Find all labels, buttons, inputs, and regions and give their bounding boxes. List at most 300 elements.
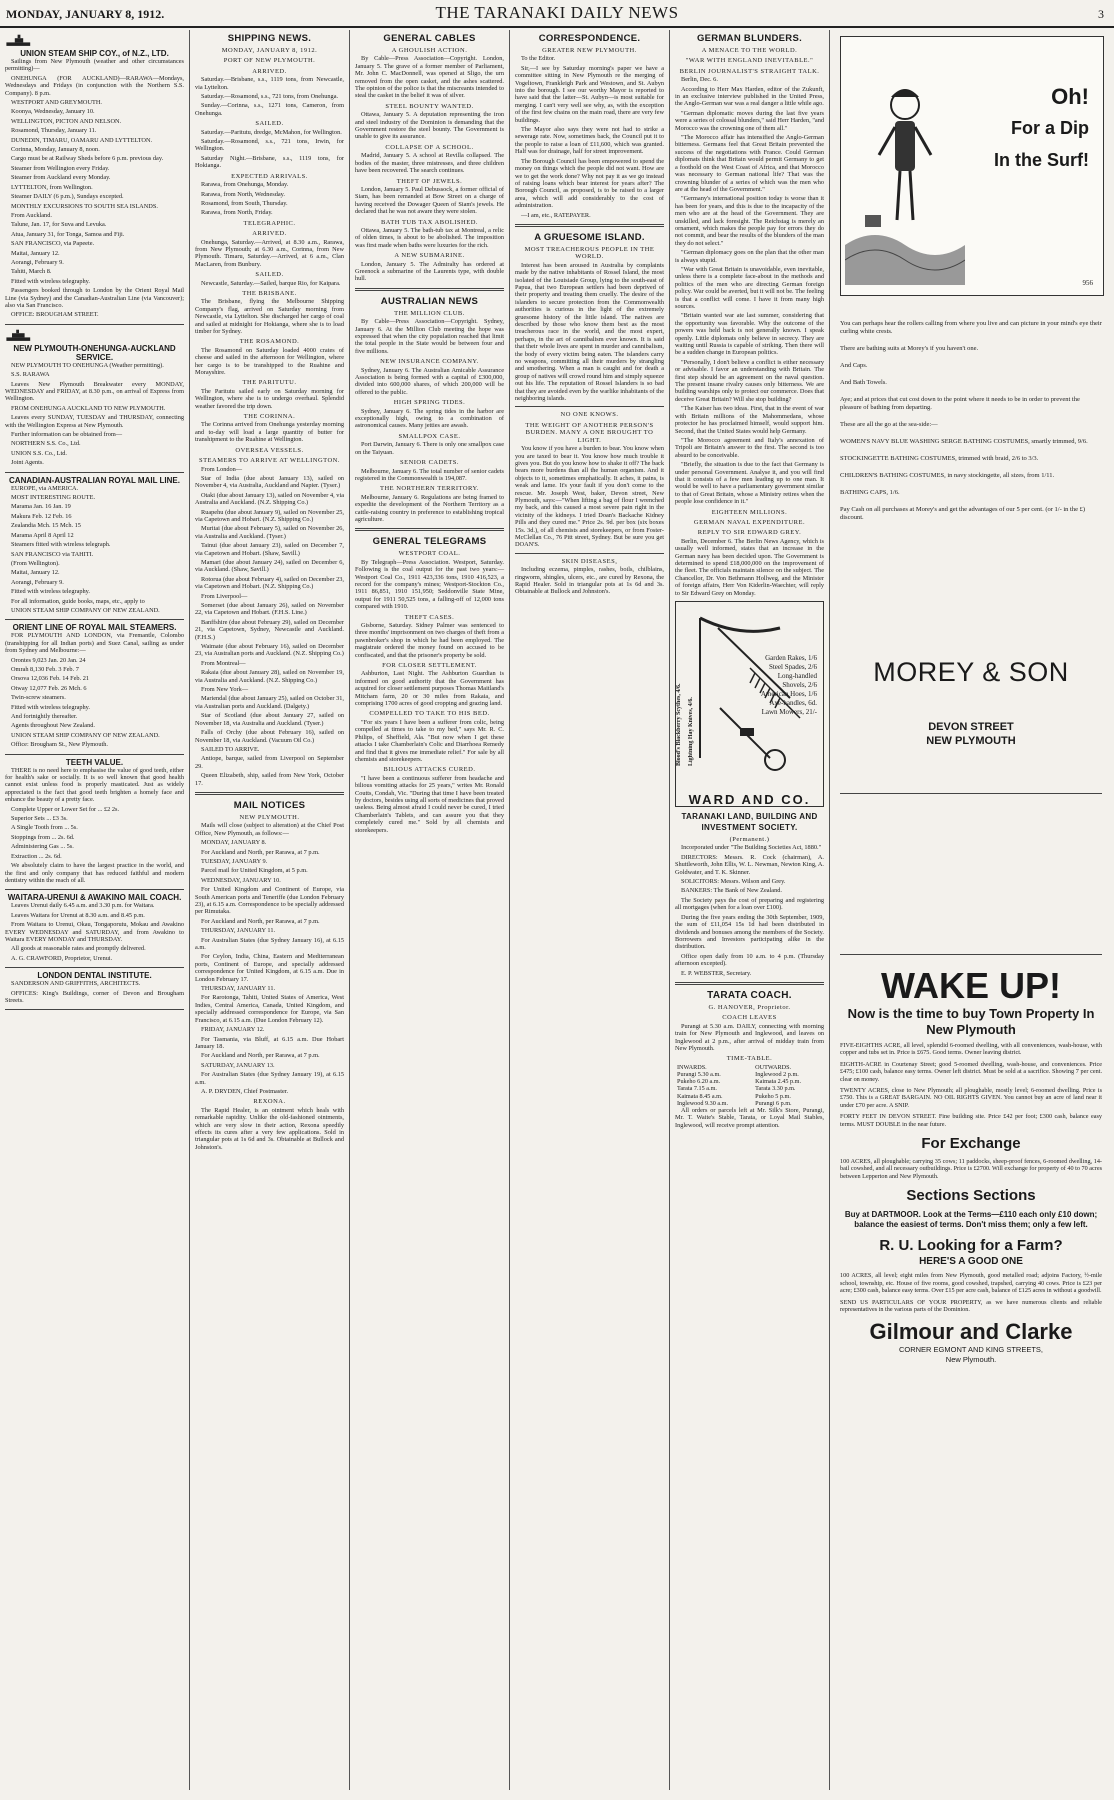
oversea-list [195,466,344,787]
german-sub2: "WAR WITH ENGLAND INEVITABLE." [685,57,814,65]
timetable-row [675,1071,824,1078]
taranaki-paragraph: BANKERS: The Bank of New Zealand. [681,887,782,895]
shipping-heading: SHIPPING NEWS. [227,33,312,44]
australian-item-text: By Cable—Press Association—Copyright. Sydney, January 6. At the Million Club meeting the hope was expressed that when the city population reached that limit the total people in the State would be between four and five millions. [355,318,504,355]
expected-heading: EXPECTED ARRIVALS. [231,172,308,180]
union-line: MONTHLY EXCURSIONS TO SOUTH SEA ISLANDS. [11,202,158,210]
np-line: FROM ONEHUNGA AUCKLAND TO NEW PLYMOUTH. [11,404,166,412]
telegram-item-text: By Telegraph—Press Association. Westport, Saturday. Following is the coal output for the past two years:—Westport Coal Co., 1911 423,336 tons, 1910 416,523, a record for the company's mines; Westport-Stockton Co., 1911 86,851, 1910 151,950; Seddonville State Mine, output for 1911 50,525 tons, a falling-off of 12,000 tons compared with 1910. [355,558,504,611]
union-line: SAN FRANCISCO, via Papeete. [11,240,95,248]
oversea-item: From London— [201,465,243,473]
canadian-line: Marama Jan. 16 Jan. 19 [11,503,71,511]
sailed-item: Saturday.—Paritutu, dredge, McMahon, for Wellington. [201,128,342,136]
orient-line: UNION STEAM SHIP COMPANY OF NEW ZEALAND. [11,731,160,739]
gruesome-island-heading: A GRUESOME ISLAND. [534,231,645,243]
tarata-coach-heading: TARATA COACH. [707,989,792,1001]
np-line: Leaves New Plymouth Breakwater every MONDAY, WEDNESDAY and FRIDAY, at 8.30 p.m., on arrival of Express from Wellington. [5,380,184,403]
cable-item-heading: A GHOULISH ACTION. [391,47,468,54]
letter-paragraph: The Borough Council has been empowered to spend the money on things which the people did not want. How are we to get the work done? Why not pay it as we go instead of raising loans which bear interest for years after? The Borough Council, as proposed, is to be raised to a larger area, which will add considerably to the cost of administration. [515,157,664,210]
surf-heading [994,83,1089,175]
expected-item: Rosamond, from South, Thursday. [201,199,288,207]
column-correspondence [510,30,670,1790]
orient-line: Omrah 8,130 Feb. 3 Feb. 7 [11,665,79,673]
teeth-ad [5,755,184,891]
german-paragraph: According to Herr Max Harden, editor of the Zukunft, in an exclusive interview published in the United Press, the Anglo-German war was a real danger a little while ago. [675,85,824,108]
australian-item-heading: SMALLPOX CASE. [398,432,461,440]
oversea-subheading: STEAMERS TO ARRIVE AT WELLINGTON. [198,457,341,465]
expected-item: Rarawa, from North, Wednesday. [201,190,285,198]
ward-price-item: American Hoes, 1/6 [760,690,817,699]
morey-text [840,320,1102,522]
timetable-col-outwards: OUTWARDS. [755,1063,792,1071]
oversea-item: Mamari (due about January 24), sailed on December 6, via Auckland. (Shaw, Savill.) [195,558,344,574]
morey-paragraph: These are all the go at the sea-side:— [840,421,938,428]
oversea-item: Rotorua (due about February 4), sailed on December 23, via Capetown and Hobart. (N.Z. Shipping Co.) [195,575,344,591]
letter-paragraph: To the Editor. [521,55,556,63]
expected-item: Rarawa, from North, Friday. [201,209,273,217]
australian-item-heading: THE MILLION CLUB. [394,309,465,317]
taranaki-paragraph: E. P. WEBSTER, Secretary. [681,969,752,977]
oversea-item: Antiope, barque, sailed from Liverpool on September 29. [195,755,344,770]
cable-item-heading: STEEL BOUNTY WANTED. [385,102,474,110]
np-title: NEW PLYMOUTH-ONEHUNGA-AUCKLAND SERVICE. [13,343,176,362]
australian-item-text: Sydney, January 6. The Australian Amicable Assurance Association is being formed with a capital of £300,000, divided into 600,000 shares, of which 200,000 will be offered to the public. [355,366,504,396]
german-sub3: BERLIN JOURNALIST'S STRAIGHT TALK. [679,67,820,75]
ward-price-list [761,654,817,717]
waitara-lines [5,902,184,962]
oversea-item: Ruapehu (due about January 9), sailed on November 25, via Capetown and Hobart. (N.Z. Shipping Co.) [195,508,344,523]
timetable-heading: TIME-TABLE. [726,1055,773,1063]
oversea-item: Falls of Orchy (due about February 16), sailed on November 18, via Auckland. (Vacuum Oil Co.) [195,729,344,744]
oversea-item: Tainui (due about January 23), sailed on December 7, via Capetown and Hobart. (Shaw, Savill.) [195,542,344,557]
ward-price-item: Shovels, 2/6 [782,681,817,690]
oversea-item: From Montreal— [201,659,246,667]
timetable-cell: Pukeho 6.20 a.m. [677,1078,721,1086]
brisbane-heading: THE BRISBANE. [242,289,297,297]
sections-heading: Sections Sections [906,1187,1036,1205]
waitara-title: WAITARA-URENUI & AWAKINO MAIL COACH. [7,893,182,903]
wake-up-listing: TWENTY ACRES, close to New Plymouth; all ploughable, mostly level; 6-roomed dwelling. Price is £750. This is a GREAT BARGAIN. NO OIL RIGHTS GIVEN. You cannot buy an acre of land near it under £70 per acre. A SNIP. [840,1087,1102,1109]
telegram-item-heading: BILIOUS ATTACKS CURED. [383,766,476,774]
tel-arrived-heading: ARRIVED. [252,230,287,238]
wake-up-subheading: Now is the time to buy Town Property In New Plymouth [847,1006,1095,1037]
mail-item: For Tasmania, via Bluff, at 6.15 a.m. Due Hobart January 18. [195,1035,344,1050]
cable-item-heading: COLLAPSE OF A SCHOOL. [385,143,474,151]
arrived-item: Sunday.—Corinna, s.s., 1271 tons, Cameron, from Onehunga. [195,102,344,117]
german-paragraph: "Germany's international position today is worse than it has been for years, and this is due to the incapacity of the men who are at the head of the Government. They are unskilled, and lack foresight. The Reichstag is merely an ornament, which makes the people pay for errors they do not commit, and bear the results of the blunders of the man they do not select." [675,195,824,247]
waitara-line: A. G. CRAWFORD, Proprietor, Urenui. [11,954,113,962]
coach-text: Purangi at 5.30 a.m. DAILY, connecting with morning train for New Plymouth and Inglewood, and leaves on Inglewood at 2 p.m., after arrival of midday train from New Plymouth. [675,1022,824,1052]
surf-heading-line1: Oh! [1051,84,1089,109]
waitara-coach-ad [5,890,184,968]
surf-heading-line2: For a Dip [1010,118,1089,138]
orient-line: FOR PLYMOUTH AND LONDON, via Fremantle, Colombo (transhipping for all Indian ports) and Suez Canal, sailing as under from Sydney and Melbourne:— [5,632,184,655]
mail-item: WEDNESDAY, JANUARY 10. [201,876,281,884]
mail-heading: MAIL NOTICES [233,799,306,811]
timetable-cell: Pukeho 5 p.m. [755,1092,791,1100]
np-lines [5,362,184,467]
tel-sailed-text: Newcastle, Saturday.—Sailed, barque Rio, for Kaipara. [201,279,341,287]
ward-price-item: Garden Rakes, 1/6 [765,654,817,663]
teeth-line: A Single Tooth from ... 5s. [11,824,78,832]
german-paragraph: "Personally, I don't believe a conflict is either necessary or advisable. I favor an understanding with Britain. The first step should be an agreement on the naval question. The present insane rivalry causes only bitterness. We are building warships only to protect our commerce. Does that deceive Great Britain? Will she stop building? [675,358,824,403]
np-line: NORTHERN S.S. Co., Ltd. [11,440,81,448]
eighteen-millions-heading: EIGHTEEN MILLIONS. [711,508,788,516]
cable-item-text: London, January 5. The Admiralty has ordered at Greenock a submarine of the Laurents type, with double hull. [355,260,504,283]
ward-and-co-name: WARD AND CO. [688,791,811,807]
cable-item-text: Ottawa, January 5. A deputation representing the iron and steel industry of the Dominion is demanding that the Government restore the steel bounty. The Government is unable to give its assurance. [355,111,504,141]
taranaki-paragraph: DIRECTORS: Messrs. R. Cock (chairman), A. Shuttleworth, John Ellis, W. L. Newman, Newton King, A. Goldwater, and T. K. Skinner. [675,853,824,876]
morey-paragraph: You can perhaps hear the rollers calling from where you live and can picture in your mind's eye their curling white crests. [840,320,1102,335]
telegram-item-text: Gisborne, Saturday. Sidney Palmer was sentenced to three months' imprisonment on two charges of theft from a pawnbroker's shop in which he had been employed. The magistrate ordered the money found on accused to be confiscated, and that the prisoner's property be sold. [355,622,504,659]
orient-line: Fitted with wireless telegraphy. [11,703,90,711]
orient-line: Orontes 9,023 Jan. 20 Jan. 24 [11,656,86,664]
waitara-line: All goods at reasonable rates and promptly delivered. [11,945,146,953]
german-paragraph: "The Kaiser has two ideas. First, that in the event of war with Britain millions of the Mahommedans, whose protector he has proclaimed himself, would support him. Second, that the United States would help Germany. [675,405,824,435]
telegram-item-heading: THEFT CASES. [404,613,455,621]
morey-address [840,720,1102,748]
london-lines [5,980,184,1004]
tel-arrived-text: Onehunga, Saturday.—Arrived, at 8.30 a.m., Rarawa, from New Plymouth; at 6.30 a.m., Corinna, from New Plymouth. Timaru, Saturday.—Arrived, at 6 a.m., Clan MacLaren, from Bunbury. [195,238,344,268]
mail-item: THURSDAY, JANUARY 11. [201,927,276,935]
oversea-item: Star of India (due about January 13), sailed on November 4, via Australia, Auckland and Napier. (Tyser.) [195,474,344,490]
morey-paragraph: CHILDREN'S BATHING COSTUMES, in navy stockingette, all sizes, from 1/11. [840,472,1055,479]
telegram-item-text: "For six years I have been a sufferer from colic, being compelled at times to take to my bed," says Mr. R. C. Philips, of Sheffield, Ala. "But now when I get these attacks I take Chamberlain's Colic and Diarrhoea Remedy and find that it gives me immediate relief." For sale by all chemists and storekeepers. [355,718,504,763]
canadian-line: For all information, guide books, maps, etc., apply to [11,597,145,605]
mail-item: THURSDAY, JANUARY 11. [201,985,276,993]
eighteen-millions-sub: GERMAN NAVAL EXPENDITURE. [693,518,806,526]
canadian-line: UNION STEAM SHIP COMPANY OF NEW ZEALAND. [11,606,160,614]
mail-item: For Rarotonga, Tahiti, United States of America, West Indies, Central America, Canada, United Kingdom, and specially addressed correspondence for Europe, via San Francisco, at 6.15 a.m. (Due London February 12). [195,994,344,1024]
german-paragraph: "The Morocco affair has intensified the Anglo-German bitterness. Germans feel that Great Britain prevented the success of the negotiations with France. Could German diplomats think that Britain would permit Germany to get a foothold on the West Coast of Africa, and that Morocco was necessary to German national life? That was the crowning blunder of a series of which was the men who are at the head of the Government." [675,134,824,193]
correspondence-heading: CORRESPONDENCE. [538,33,641,44]
timetable-cell: Tarata 7.15 a.m. [677,1085,717,1093]
union-line: Corinna, Monday, January 8, noon. [11,146,100,154]
blank-ad-space [840,793,1102,955]
union-line: WELLINGTON, PICTON AND NELSON. [11,117,122,125]
union-line: OFFICE: BROUGHAM STREET. [11,311,99,319]
morey-ad [840,320,1102,780]
taranaki-society-heading: TARANAKI LAND, BUILDING AND INVESTMENT SOCIETY. [681,812,818,833]
ward-price-item: Axe-handles, 6d. [769,699,817,708]
german-paragraph: "German diplomatic moves during the last five years were a series of colossal blunders," said Herr Harden, "and Morocco was the crowning one of them all." [675,109,824,132]
cable-item-heading: BATH TUB TAX ABOLISHED. [380,218,479,226]
london-title: LONDON DENTAL INSTITUTE. [37,971,152,981]
mail-item: For Australian States (due Sydney January 16), at 6.15 a.m. [195,936,344,952]
waitara-line: Leaves Urenui daily 6.45 a.m. and 3.30 p.m. for Waitara. [11,902,155,910]
timetable-cell: Inglewood 9.30 a.m. [677,1099,729,1107]
gruesome-subheading: MOST TREACHEROUS PEOPLE IN THE WORLD. [524,245,655,261]
no-one-knows-heading: NO ONE KNOWS. [560,411,619,419]
wake-up-heading: WAKE UP! [881,965,1061,1006]
union-line: DUNEDIN, TIMARU, OAMARU AND LYTTELTON. [11,136,153,144]
morey-address-line1: DEVON STREET [928,721,1014,733]
australian-news-heading: AUSTRALIAN NEWS [380,295,479,307]
ward-price-item: Long-handled [777,672,817,681]
german-body [675,76,824,505]
mail-item: A. P. DRYDEN, Chief Postmaster. [201,1087,289,1095]
taranaki-paragraph: Incorporated under "The Building Societies Act, 1880." [681,844,822,852]
column-cables [350,30,510,1790]
tarata-coach-proprietor: G. HANOVER, Proprietor. [708,1003,791,1011]
orient-line: Orsova 12,036 Feb. 14 Feb. 21 [11,675,90,683]
taranaki-society-sub: (Permanent.) [729,836,770,844]
no-one-knows-subheading: THE WEIGHT OF ANOTHER PERSON'S BURDEN. MANY A ONE BROUGHT TO LIGHT. [525,421,654,444]
oversea-item: Waimate (due about February 16), sailed on December 23, via Australian ports and Auckland. (N.Z. Shipping Co.) [195,643,344,658]
teeth-line: Administering Gas ... 5s. [11,843,74,851]
telegram-item-heading: WESTPORT COAL. [398,550,461,558]
arrived-heading: ARRIVED. [252,67,287,75]
german-paragraph: Berlin, Dec. 6. [681,76,718,84]
teeth-line: THERE is no need here to emphasise the value of good teeth, either for health's sake or socially. It is so well known that good health cannot exist unless food is properly masticated. Just as widely appreciated is the fact that good teeth brighten a homely face and enhance the beauty of a pretty face. [5,766,184,804]
orient-line: Agents throughout New Zealand. [11,722,95,730]
canadian-title: CANADIAN-AUSTRALIAN ROYAL MAIL LINE. [9,475,180,485]
teeth-line: We absolutely claim to have the largest practice in the world, and the first and only company that has reduced faithful and modern dentistry within the reach of all. [5,862,184,884]
bather-illustration [845,45,965,285]
oversea-item: Mariendal (due about January 25), sailed on October 31, via Australian ports and Auckland. (Dalgety.) [195,695,344,710]
sailed-list [195,129,344,170]
ward-price-item: Steel Spades, 2/6 [768,663,817,672]
teeth-line: Stoppings from ... 2s. 6d. [11,833,75,841]
np-line: Further information can be obtained from— [11,431,123,439]
morey-paragraph: Pay Cash on all purchases at Morey's and get the advantages of our 5 per cent. (or 1/- in the £) discount. [840,506,1086,521]
morey-paragraph: WOMEN'S NAVY BLUE WASHING SERGE BATHING COSTUMES, smartly trimmed, 9/6. [840,438,1088,445]
timetable-row [675,1078,824,1085]
waitara-line: From Waitara to Urenui, Okau, Tongaporutu, Mokau and Awakino EVERY WEDNESDAY and SATURDAY, and from Awakino to Waitara EVERY MONDAY and THURSDAY. [5,921,184,943]
steamship-icon [5,33,33,49]
teeth-line: Superior Sets ... £3 3s. [11,815,68,823]
timetable-cell: Purangi 6 p.m. [755,1099,792,1107]
union-line: Steamer DAILY (6 p.m.), Sundays excepted. [11,193,124,201]
np-onehunga-ad [5,325,184,473]
exchange-heading: For Exchange [921,1135,1021,1153]
wake-up-listing: FORTY FEET IN DEVON STREET. Fine building site. Price £42 per foot; £300 cash, balance easy terms. MUST DOUBLE in the near future. [840,1113,1102,1128]
masthead [0,0,1114,28]
letter-body [515,55,664,219]
telegraphic-heading: TELEGRAPHIC. [243,219,296,227]
orient-line: Office: Brougham St., New Plymouth. [11,741,108,749]
union-line: Koonya, Wednesday, January 10. [11,108,95,116]
timetable-cell: Inglewood 2 p.m. [755,1070,799,1078]
surf-ad [840,36,1104,296]
mail-item: SATURDAY, JANUARY 13. [201,1061,275,1069]
arrived-item: Saturday.—Brisbane, s.s., 1119 tons, from Newcastle, via Lyttelton. [195,76,344,91]
union-line: WESTPORT AND GREYMOUTH. [11,99,102,107]
canadian-line: Steamers fitted with wireless telegraph. [11,541,111,549]
union-line: Maitai, January 12. [11,249,60,257]
morey-address-line2: NEW PLYMOUTH [926,735,1016,747]
morey-name: MOREY & SON [873,657,1069,687]
waitara-line: Leaves Waitara for Urenui at 8.30 a.m. and 8.45 p.m. [11,911,145,919]
skin-diseases-heading: SKIN DISEASES, [561,557,618,565]
mail-item: For Australian States (due Sydney January 19), at 6.15 a.m. [195,1071,344,1086]
masthead-date: MONDAY, JANUARY 8, 1912. [6,7,165,21]
teeth-lines [5,767,184,885]
farm-heading: R. U. Looking for a Farm? [879,1237,1063,1255]
union-steamship-ad [5,30,184,325]
orient-line-ad [5,620,184,754]
australian-item-heading: NEW INSURANCE COMPANY. [380,358,479,366]
taranaki-society-body [675,844,824,977]
timetable-row [675,1085,824,1092]
np-line: S.S. RARAWA [11,371,50,379]
farm-text: 100 ACRES, all level; eight miles from New Plymouth, good metalled road; adjoins Factory, ½-mile school, township, etc. House of five rooms, good cowshed, trapshed, carrying 40 cows. Price is £23 per acre; £300 cash, balance easy terms. Over £15 per acre cash, balance of £125 acres in without a goodwill. [840,1272,1102,1295]
mail-item: For Auckland and North, per Rarawa, at 7 p.m. [201,1052,320,1060]
timetable-row [675,1100,824,1107]
morey-paragraph: Aye; and at prices that cut cost down to the point where it needs to be in order to prevent the pleasure of bathing from departing. [840,396,1080,411]
np-line: UNION S.S. Co., Ltd. [11,449,67,457]
gruesome-text: Interest has been aroused in Australia by complaints made by the native inhabitants of Rossel Island, the most isolated of the Louisiade Group, lying to the south-east of Papua, that two European settlers had been deprived of their property and treating them cruelly. The desire of the islanders to secure protection from the Commonwealth authorities is curious in the light of the extremely gruesome history of the little island. The natives are described by those who know them best as the most treacherous race in the world, and the most expert, perhaps, in the art of cannibalism ever known. It is said that their whole lives are spent in murder and cannibalism, the body of every victim being eaten. The islanders carry no weapons, committing all their murders by strangling and smothering. When a man is caught and for death a group of natives will crowd round him and simply squeeze out his life. The reputation of Rossel Islanders is so bad that they are avoided even by the warlike inhabitants of the neighboring islands. [515,261,664,403]
ward-side-left: Blood's Blackberry Scythes, 4/6. [676,683,682,767]
cable-item-text: By Cable—Press Association—Copyright. London, January 5. The grave of a former member of Parliament, Mr. John C. MacDonnell, was opened at Sligo, the urn removed from the open casket, and the ashes scattered. The opinion of the police is that the miscreants intended to steal the casket in the belief it was of silver. [355,55,504,100]
cable-item-text: Ottawa, January 5. The bath-tub tax at Montreal, a relic of olden times, is about to be abolished. The imposition was first made when baths were luxuries for the rich. [355,226,504,249]
gilmour-clarke-address-line2: New Plymouth. [945,1355,997,1365]
timetable-col-inwards: INWARDS. [677,1063,707,1071]
expected-list [195,181,344,217]
morey-paragraph: And Caps. [840,362,868,369]
union-line: Atua, January 31, for Tonga, Samoa and Fiji. [11,230,125,238]
mail-item: For Auckland and North, per Rarawa, at 7 p.m. [201,917,320,925]
canadian-line: SAN FRANCISCO via TAHITI. [11,550,94,558]
morey-paragraph: And Bath Towels. [840,379,887,386]
mail-item: For Auckland and North, per Rarawa, at 7 p.m. [201,848,320,856]
australian-news-list [355,310,504,524]
np-line: Joint Agents. [11,459,44,467]
letter-paragraph: —I am, etc., RATEPAYER. [521,211,591,219]
canadian-line: (From Wellington). [11,559,60,567]
cables-list [355,47,504,283]
send-particulars-text: SEND US PARTICULARS OF YOUR PROPERTY, as we have numerous clients and reliable representatives in the various parts of the Dominion. [840,1298,1102,1313]
expected-item: Rarawa, from Onehunga, Monday. [201,181,289,189]
column-german [670,30,830,1790]
oversea-item: From New York— [201,686,249,694]
orient-line: Twin-screw steamers. [11,694,66,702]
australian-item-text: Port Darwin, January 6. There is only one smallpox case on the Taiyuan. [355,441,504,456]
rosamond-text: The Rosamond on Saturday loaded 4000 crates of cheese and sailed in the afternoon for Wellington, where her cargo is to be transhipped to the Ruahine and Morayshire. [195,346,344,377]
surf-heading-line3: In the Surf! [994,150,1089,170]
column-advertisements [0,30,190,1790]
london-line: OFFICES: King's Buildings, corner of Devon and Brougham Streets. [5,989,184,1004]
np-line: NEW PLYMOUTH TO ONEHUNGA (Weather permitting). [11,361,164,369]
union-line: Steamer from Auckland every Monday. [11,174,111,182]
general-telegrams-heading: GENERAL TELEGRAMS [372,536,487,548]
mail-item: MONDAY, JANUARY 8. [201,839,267,847]
union-line: Steamer from Wellington every Friday. [11,164,110,172]
orient-line: And fortnightly thereafter. [11,713,78,720]
arrived-item: Saturday.—Rosamond, s.s., 721 tons, from Onehunga. [201,93,339,101]
telegrams-list [355,550,504,834]
union-line: LYTTELTON, from Wellington. [11,183,93,191]
wake-up-listings [840,1042,1102,1128]
wake-up-listing: FIVE-EIGHTHS ACRE, all level, splendid 6-roomed dwelling, with all conveniences, wash-house, with copper and tubs set in. Price is £675. Good terms. Owner leaving district. [840,1042,1102,1057]
oversea-item: Queen Elizabeth, ship, sailed from New York, October 17. [195,772,344,787]
sailed-item: Saturday Night.—Brisbane, s.s., 1119 tons, for Hokianga. [195,154,344,170]
teeth-title: TEETH VALUE. [65,757,124,767]
coach-timetable [675,1064,824,1107]
mail-subheading: NEW PLYMOUTH. [239,813,300,821]
timetable-cell: Tarata 3.30 p.m. [755,1085,796,1093]
cable-item-heading: THEFT OF JEWELS. [396,177,463,185]
london-dental-ad [5,968,184,1010]
oversea-item: From Liverpool— [201,592,248,600]
ward-side-right: Lightning Hay Knives, 4/6. [688,697,694,767]
union-line: Rosamond, Thursday, January 11. [11,127,97,135]
tel-sailed-heading: SAILED. [255,271,284,279]
steamship-icon [5,328,33,344]
gilmour-clarke-address-line1: CORNER EGMONT AND KING STREETS, [898,1345,1044,1355]
rexona-text: The Rapid Healer, is an ointment which heals with remarkable rapidity. Unlike the old-fashioned ointments, which are very slow in their action, Rexona speedily effects its cures after a very few applications. Sold in triangular pots at 1s 6d and 3s. Obtainable at Bullock and Johnston's. [195,1106,344,1151]
australian-item-text: Melbourne, January 6. Regulations are being framed to expedite the development of the Northern Territory as a cattle-raising country in preference to establishing tropical agriculture. [355,493,504,523]
cable-item-text: London, January 5. Paul Debussock, a former official of Siam, has been remanded at Bow Street on a charge of having received the Dowager Queen of Siam's jewels. He declared that he was not aware they were stolen. [355,185,504,216]
oversea-item: Otaki (due about January 13), sailed on November 4, via Australia and Auckland. (N.Z. Shipping Co.) [195,491,344,507]
no-one-knows-text: You know if you have a burden to bear. You know when you are taxed to bear it. You know how much trouble it gives you. But do you know how to shake it off? The back bears more burdens than all the human organism. And it objects to it, sometimes emphatically. It aches, it pains, is weak and lame. It's your fault if you don't come to the rescue. Mr. Joseph West, baker, Devon street, New Plymouth, says:—"When lifting a bag of flour I wrenched my back, and this caused a most severe pain right in the vicinity of the kidneys. I tried Doan's Backache Kidney Pills and they cured me." Price 2s. 9d. per box (six boxes 15s. 3d.), of all chemists and storekeepers, or from Foster-McClellan Co., 76 Pitt street, Sydney. But be sure you get DOAN'S. [515,445,664,549]
canadian-line: EUROPE, via AMERICA. [11,484,79,492]
mail-item: Mails will close (subject to alteration) at the Chief Post Office, New Plymouth, as follows:— [195,822,344,837]
paritutu-text: The Paritutu sailed early on Saturday morning for Wellington, where she is to undergo overhaul. Splendid weather favored the trip down. [195,387,344,410]
morey-paragraph: There are bathing suits at Morey's if you haven't one. [840,345,979,352]
letter-paragraph: The Mayor also says they were not had to strike a sewerage rate. Now, sometimes back, the Council put it to the people to raise a loan of £11,600, which was granted. Half was for drainage, half for street improvement. [515,126,664,156]
union-line: Passengers booked through to London by the Orient Royal Mail Line (via Sydney) and the Canadian-Australian Line (via Vancouver); also via San Francisco. [5,287,184,309]
letter-paragraph: Sir,—I see by Saturday morning's paper we have a committee sitting in New Plymouth re the merging of Vogeltown, Frankleigh Park and Westown, and St. Aubyn into the borough. I see our worthy Mayor is reported to have said that the latter—St. Aubyn—is most suitable for merging. I can't very well see why, as, with the exception of the first few chains on the main road, there are very few buildings. [515,64,664,124]
mail-list [195,822,344,1095]
morey-paragraph: BATHING CAPS, 1/6. [840,489,900,496]
canadian-line: Aorangi, February 9. [11,578,64,586]
canadian-line: Fitted with wireless telegraphy. [11,588,90,596]
telegram-item-text: "I have been a continuous sufferer from headache and bilious vomiting attacks for 25 years," writes Mr. Ronald Coutts, Condah, Vic. "During that time I have been treated by doctors, besides using all sorts of medicines that proved useless. Being almost afraid I could never be cured, I tried Chamberlain's Tablets, and can assure you that they completely cured me." Sold by all chemists and storekeepers. [355,774,504,834]
telegram-item-text: Ashburton, Last Night. The Ashburton Guardian is informed on good authority that the Government has acquired for closer settlement purposes Thomas Maitland's Mitcham farm, 20 or 30 miles from Rakaia, and comprising 1700 acres of good cropping and grazing land. [355,670,504,708]
german-paragraph: "War with Great Britain is unavoidable, even inevitable, unless there is a complete face-about in the methods and politics of the men who are directing German foreign policy. War could be averted, but it will not be. The feeling is that a conflict will come. I have it from many high sources. [675,265,824,310]
canadian-line: Marama April 8 April 12 [11,531,74,539]
union-line: Cargo must be at Railway Sheds before 6 p.m. previous day. [11,155,164,163]
australian-item-heading: SENIOR CADETS. [399,459,459,467]
teeth-line: Extraction ... 2s. 6d. [11,852,62,860]
oversea-item: Somerset (due about January 26), sailed on November 22, via Capetown and Hobart. (F.H.S. Line.) [195,602,344,617]
timetable-row [675,1093,824,1100]
mail-item: For United Kingdom and Continent of Europe, via South American ports and Teneriffe (due London February 23), at 6.15 a.m. Correspondence to be specially addressed per Rimutaka. [195,886,344,916]
german-paragraph: "Briefly, the situation is due to the fact that Germany is under personal Government. Analyse it, and you will find that it consists of a few men leading up to one man. It would be well to have a parliamentary government similar to that of Great Britain, whose a Ministry retires when the people lose confidence in it." [675,461,824,506]
mail-item: FRIDAY, JANUARY 12. [201,1026,265,1034]
german-blunders-heading: GERMAN BLUNDERS. [696,33,803,44]
union-line: Fitted with wireless telegraphy. [11,277,90,285]
gilmour-clarke-name: Gilmour and Clarke [869,1319,1073,1345]
canadian-line: MOST INTERESTING ROUTE. [11,494,96,502]
rexona-heading: REXONA. [253,1098,286,1106]
orient-line: Otway 12,077 Feb. 26 Mch. 6 [11,684,87,692]
canadian-line: Makura Feb. 12 Feb. 16 [11,512,72,520]
australian-item-heading: HIGH SPRING TIDES. [393,399,466,407]
canadian-line-ad [5,473,184,621]
shipping-date: MONDAY, JANUARY 8, 1912. [221,47,318,54]
australian-item-heading: THE NORTHERN TERRITORY. [379,485,480,493]
sailed-heading: SAILED. [255,120,284,128]
gilmour-clarke-ad [840,960,1102,1760]
taranaki-paragraph: During the five years ending the 30th September, 1909, the sum of £11,054 15s 1d had been distributed in dividends and bonuses among the members of the Society. Borrowers and Investors participating alike in the distribution. [675,913,824,951]
union-line: From Auckland. [11,211,52,219]
german-paragraph: "The Morocco agreement and Italy's annexation of Tripoli are Britain's answer to the first. The second is too absurd to be conceivable. [675,436,824,459]
telegram-item-heading: COMPELLED TO TAKE TO HIS BED. [369,710,490,718]
german-sub1: A MENACE TO THE WORLD. [701,47,798,54]
brisbane-text: The Brisbane, flying the Melbourne Shipping Company's flag, arrived on Saturday morning from Newcastle, via Lyttelton. She discharged her cargo of coal and sailed at midnight for Hokianga, where she is to load timber for Sydney. [195,298,344,335]
ward-and-co-ad [675,601,824,807]
canadian-line: Maitai, January 12. [11,569,60,577]
union-line: Aorangi, February 9. [11,258,64,266]
cable-item-text: Madrid, January 5. A school at Revilla collapsed. The bodies of the master, three mistresses, and three children have been recovered. The search continues. [355,152,504,175]
telegram-item-heading: FOR CLOSER SETTLEMENT. [382,662,477,670]
taranaki-paragraph: The Society pays the cost of preparing and registering all mortgages (when for a loan over £100). [675,896,824,912]
paritutu-heading: THE PARITUTU. [242,379,297,387]
canadian-line: Zealandia Mch. 15 Mch. 15 [11,522,81,530]
sailed-item: Saturday.—Rosamond, s.s., 721 tons, Irwin, for Wellington. [195,138,344,153]
